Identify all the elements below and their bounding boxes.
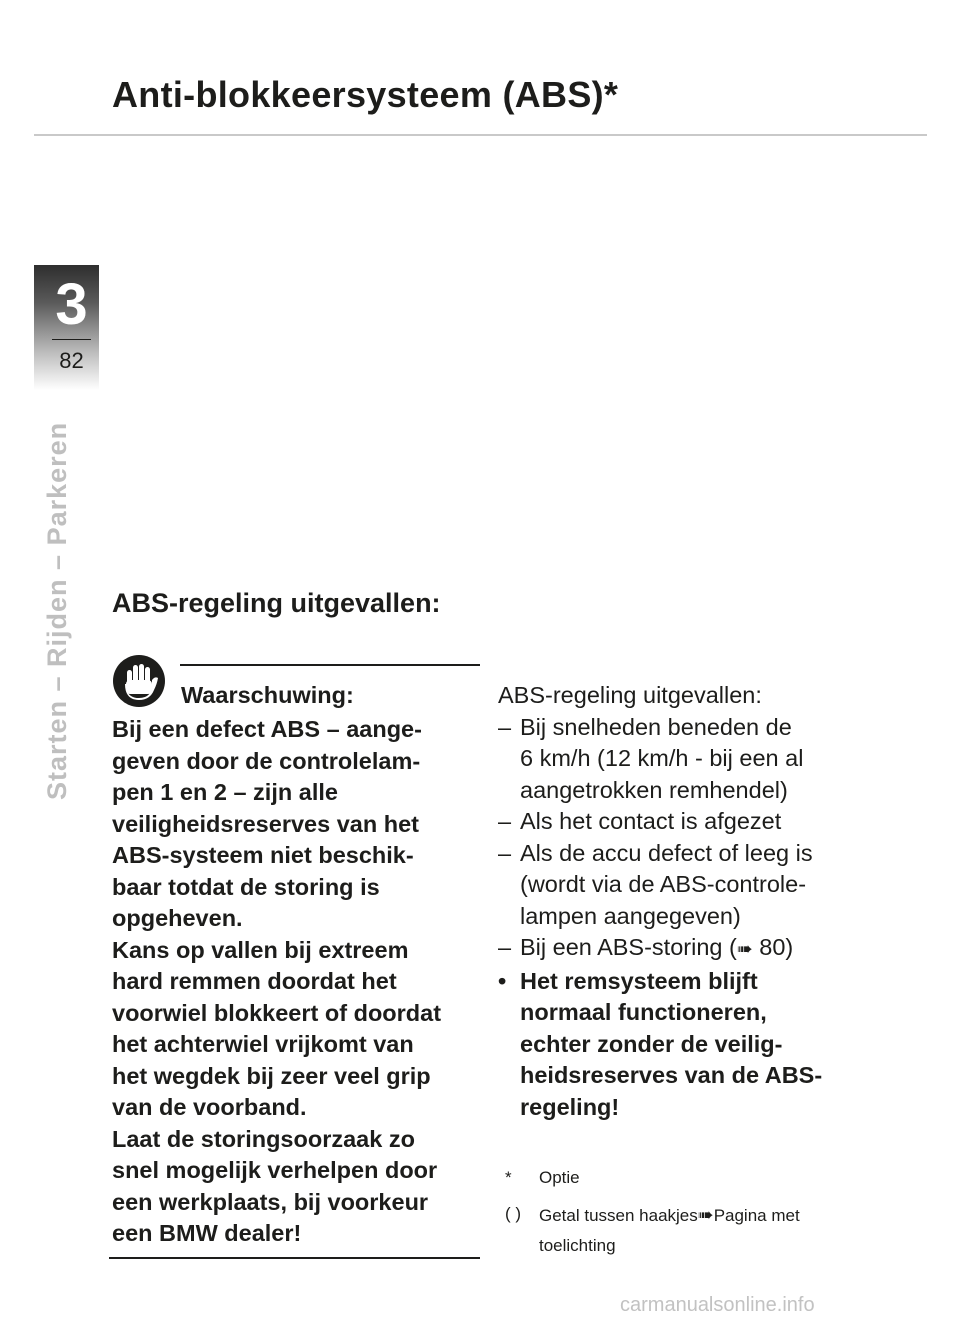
bullet-line-cont: echter zonder de veilig- <box>520 1030 783 1057</box>
list-item: – Als het contact is afgezet <box>498 806 878 838</box>
warning-line: het achterwiel vrijkomt van <box>112 1031 414 1057</box>
warning-line: veiligheidsreserves van het <box>112 810 419 837</box>
list-item: – Bij snelheden beneden de <box>498 712 878 744</box>
warning-line: Kans op vallen bij extreem <box>112 936 409 963</box>
list-item-cont: aangetrokken remhendel) <box>520 776 788 803</box>
warning-line: pen 1 en 2 – zijn alle <box>112 779 338 805</box>
warning-line: baar totdat de storing is <box>112 873 380 900</box>
warning-line: van de voorband. <box>112 1094 307 1120</box>
warning-line: het wegdek bij zeer veel grip <box>112 1062 431 1089</box>
dash-marker: – <box>498 839 512 866</box>
page-reference-arrow-icon: ➠ <box>697 1205 714 1226</box>
warning-top-rule <box>180 664 480 666</box>
bullet-line-cont: normaal functioneren, <box>520 999 767 1025</box>
legend-row-option <box>505 1168 905 1204</box>
warning-line: ABS-systeem niet beschik- <box>112 842 414 868</box>
dash-marker: – <box>498 808 512 834</box>
list-item-cont: 6 km/h (12 km/h - bij een al <box>520 745 804 771</box>
page-reference-arrow-icon: ➠ <box>736 939 753 960</box>
warning-line: een BMW dealer! <box>112 1220 302 1246</box>
list-item-cont: (wordt via de ABS-controle- <box>520 871 807 897</box>
list-item-cont: lampen aangegeven) <box>520 902 741 929</box>
legend <box>505 1168 905 1256</box>
warning-label: Waarschuwing: <box>181 682 354 708</box>
bullet-line-cont: regeling! <box>520 1093 620 1120</box>
stop-hand-icon <box>112 654 166 708</box>
section-heading: ABS-regeling uitgevallen: <box>112 588 441 618</box>
warning-text <box>112 714 484 1250</box>
parentheses-symbol: ( ) <box>505 1204 522 1223</box>
legend-row-reference <box>505 1204 905 1236</box>
list-item: – Bij een ABS-storing (➠ 80) <box>498 932 878 966</box>
asterisk-symbol: * <box>505 1168 512 1187</box>
warning-line: snel mogelijk verhelpen door <box>112 1157 438 1183</box>
warning-line: opgeheven. <box>112 905 243 931</box>
warning-line: voorwiel blokkeert of doordat <box>112 999 442 1026</box>
warning-bottom-rule <box>109 1257 480 1259</box>
bullet-marker: • <box>498 967 507 994</box>
warning-line: Bij een defect ABS – aange- <box>112 716 422 742</box>
watermark: carmanualsonline.info <box>620 1294 815 1316</box>
page-number: 82 <box>59 348 84 373</box>
warning-line: hard remmen doordat het <box>112 968 397 994</box>
dash-marker: – <box>498 934 512 960</box>
page-title: Anti-blokkeersysteem (ABS)* <box>112 74 619 115</box>
warning-line: geven door de controlelam- <box>112 747 421 774</box>
legend-option-text: Optie <box>539 1168 580 1187</box>
list-item: – Als de accu defect of leeg is <box>498 838 878 870</box>
title-divider <box>34 134 927 136</box>
abs-failure-list <box>498 680 878 1123</box>
bold-bullet-item <box>498 966 878 1124</box>
warning-line: Laat de storingsoorzaak zo <box>112 1125 415 1152</box>
bullet-line-cont: heidsreserves van de ABS- <box>520 1062 823 1088</box>
bullet-line: • Het remsysteem blijft <box>498 966 878 998</box>
warning-line: een werkplaats, bij voorkeur <box>112 1188 429 1215</box>
chapter-number: 3 <box>55 272 88 337</box>
legend-reference-text-cont: toelichting <box>539 1236 616 1255</box>
dash-marker: – <box>498 713 512 740</box>
legend-reference-text: Getal tussen haakjes➠Pagina met <box>539 1205 800 1226</box>
chapter-side-label: Starten – Rijden – Parkeren <box>42 421 72 800</box>
list-intro: ABS-regeling uitgevallen: <box>498 682 762 708</box>
chapter-divider <box>52 339 91 340</box>
